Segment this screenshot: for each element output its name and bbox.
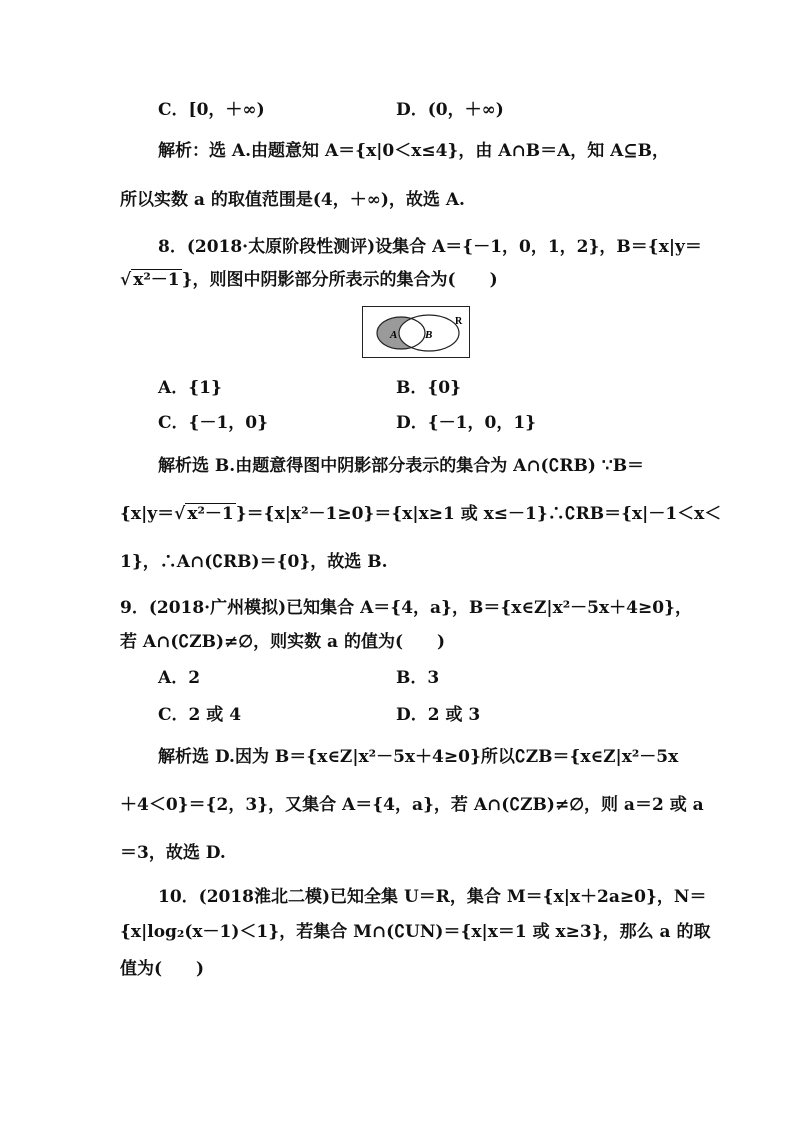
q7-solution-line-1: 解析：选 A.由题意知 A＝{x|0＜x≤4}，由 A∩B＝A，知 A⊆B，: [158, 141, 669, 161]
sqrt-radical: √ x²－1: [174, 504, 234, 524]
q10-stem-line-1: 10．(2018淮北二模)已知全集 U＝R，集合 M＝{x|x＋2a≥0}，N＝: [158, 887, 707, 907]
q9-option-d: D．2 或 3: [396, 705, 481, 725]
q9-stem-line-2: 若 A∩(∁ZB)≠∅，则实数 a 的值为( ): [120, 632, 446, 652]
q8-option-b: B．{0}: [396, 378, 462, 398]
q9-stem-line-1: 9．(2018·广州模拟)已知集合 A＝{4，a}，B＝{x∈Z|x²－5x＋4≥0}，: [120, 598, 692, 618]
q9-option-b: B．3: [396, 668, 440, 688]
q9-solution-line-1: 解析选 D.因为 B＝{x∈Z|x²－5x＋4≥0}所以∁ZB＝{x∈Z|x²－5x: [158, 747, 679, 767]
venn-label-r: R: [455, 316, 463, 327]
q7-option-c: C．[0，＋∞): [158, 100, 265, 120]
q8-option-a: A．{1}: [158, 378, 222, 398]
q9-solution-line-3: ＝3，故选 D.: [120, 843, 226, 863]
q10-stem-line-2: {x|log₂(x－1)＜1}，若集合 M∩(∁UN)＝{x|x＝1 或 x≥3}，那么 a 的取: [120, 922, 711, 942]
q8-stem-line-2: √ x²－1 }，则图中阴影部分所表示的集合为( ): [120, 270, 498, 290]
q9-option-a: A．2: [158, 668, 201, 688]
sqrt-radical: √ x²－1: [120, 270, 180, 290]
q10-stem-line-3: 值为( ): [120, 959, 205, 979]
q8-solution-line-1: 解析选 B.由题意得图中阴影部分表示的集合为 A∩(∁RB) ∵B＝: [158, 456, 645, 476]
venn-diagram: [362, 306, 470, 358]
venn-label-b: B: [425, 329, 433, 341]
q8-stem-line-1: 8．(2018·太原阶段性测评)设集合 A＝{－1，0，1，2}，B＝{x|y＝: [158, 237, 702, 257]
q7-solution-line-2: 所以实数 a 的取值范围是(4，＋∞)，故选 A.: [120, 190, 465, 210]
q9-solution-line-2: ＋4＜0}＝{2，3}，又集合 A＝{4，a}，若 A∩(∁ZB)≠∅，则 a＝2 或 a: [120, 795, 704, 815]
q9-option-c: C．2 或 4: [158, 705, 242, 725]
q7-option-d: D．(0，＋∞): [396, 100, 504, 120]
q8-solution-line-2: {x|y＝√ x²－1 }＝{x|x²－1≥0}＝{x|x≥1 或 x≤－1}∴∁RB＝{x|－1＜x＜: [120, 504, 722, 524]
q8-solution-line-3: 1}，∴A∩(∁RB)＝{0}，故选 B.: [120, 552, 388, 572]
venn-label-a: A: [390, 329, 398, 341]
q8-option-c: C．{－1，0}: [158, 413, 269, 433]
q8-option-d: D．{－1，0，1}: [396, 413, 537, 433]
